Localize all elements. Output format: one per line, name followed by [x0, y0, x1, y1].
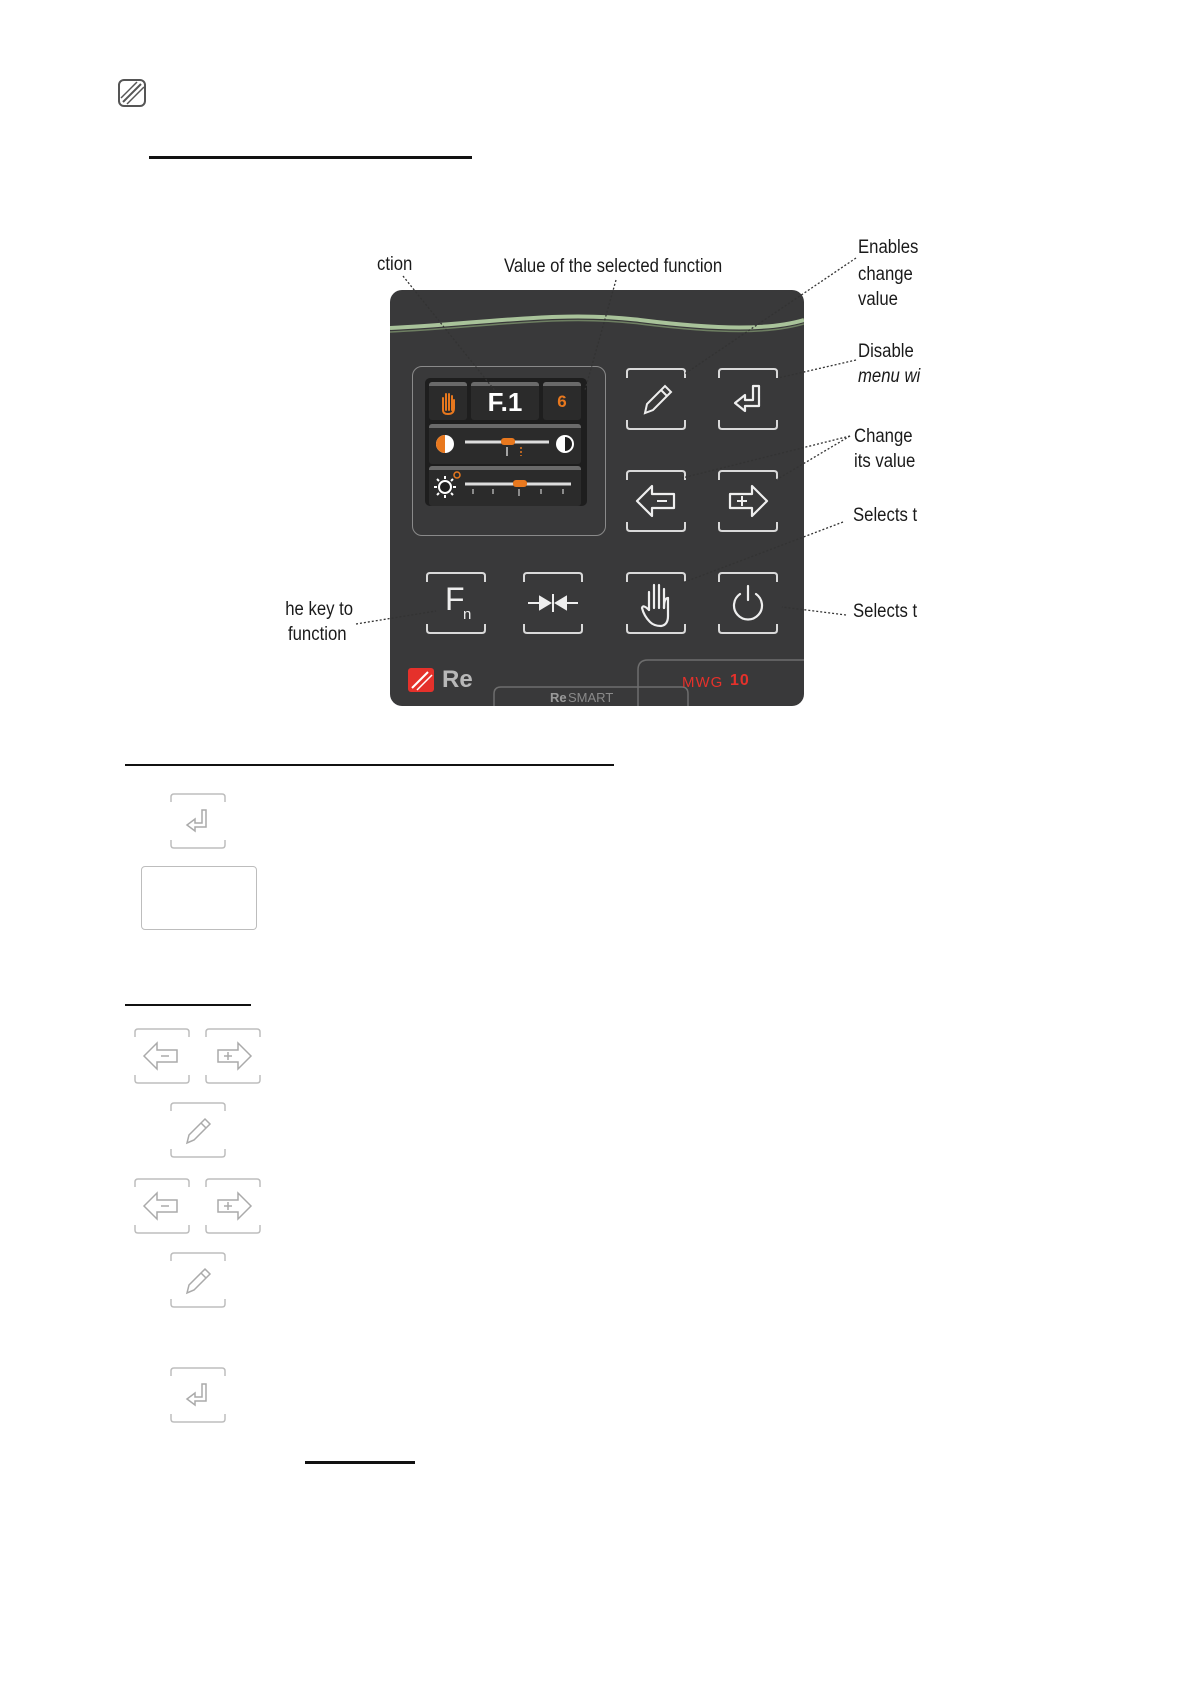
section-heading-rule-3: [125, 1004, 251, 1006]
label-function: ction: [377, 254, 413, 275]
plus-key-small-2: [203, 1177, 263, 1235]
model-number: 10: [730, 672, 750, 689]
minus-key-small-2: [132, 1177, 192, 1235]
plus-key-small-1: [203, 1027, 263, 1085]
pencil-icon: [187, 1269, 210, 1293]
label-selects-1: Selects t: [853, 505, 918, 526]
fn-key-label: F: [445, 581, 465, 617]
arrow-left-minus-icon: [144, 1043, 177, 1069]
arrow-left-minus-icon: [144, 1193, 177, 1219]
section-heading-rule-2: [125, 764, 614, 766]
label-enables-1: Enables: [858, 237, 919, 258]
label-selects-2: Selects t: [853, 601, 918, 622]
label-value-selected: Value of the selected function: [504, 256, 723, 277]
minus-key-small-1: [132, 1027, 192, 1085]
label-change-1: Change: [854, 426, 913, 447]
product-name-bold: Re: [550, 690, 567, 705]
fn-key-sub: n: [463, 606, 472, 623]
product-name-light: SMART: [568, 690, 614, 705]
label-enables-2: change: [858, 264, 913, 285]
section-heading-rule-4: [305, 1461, 415, 1464]
label-change-2: its value: [854, 451, 916, 472]
label-disable-1: Disable: [858, 341, 914, 362]
arrow-right-plus-icon: [218, 1193, 251, 1219]
enter-icon: [187, 810, 206, 831]
model-prefix: MWG: [682, 674, 724, 691]
display-function-value: 6: [557, 392, 567, 411]
enter-key-small: [168, 792, 228, 850]
label-key-to-2: function: [288, 624, 347, 645]
edit-key-small-1: [168, 1101, 228, 1159]
edit-key-small-2: [168, 1251, 228, 1309]
label-key-to-1: he key to: [285, 599, 353, 620]
brand-logo-text: Re: [442, 666, 473, 693]
label-disable-2-text: menu wi: [858, 366, 921, 387]
enter-icon: [187, 1384, 206, 1405]
callout-lines: [0, 0, 1190, 760]
display-function-code: F.1: [487, 387, 523, 417]
arrow-right-plus-icon: [218, 1043, 251, 1069]
pencil-icon: [187, 1119, 210, 1143]
label-enables-3: value: [858, 289, 898, 310]
enter-key-small-2: [168, 1366, 228, 1424]
blank-key-box: [141, 866, 257, 930]
